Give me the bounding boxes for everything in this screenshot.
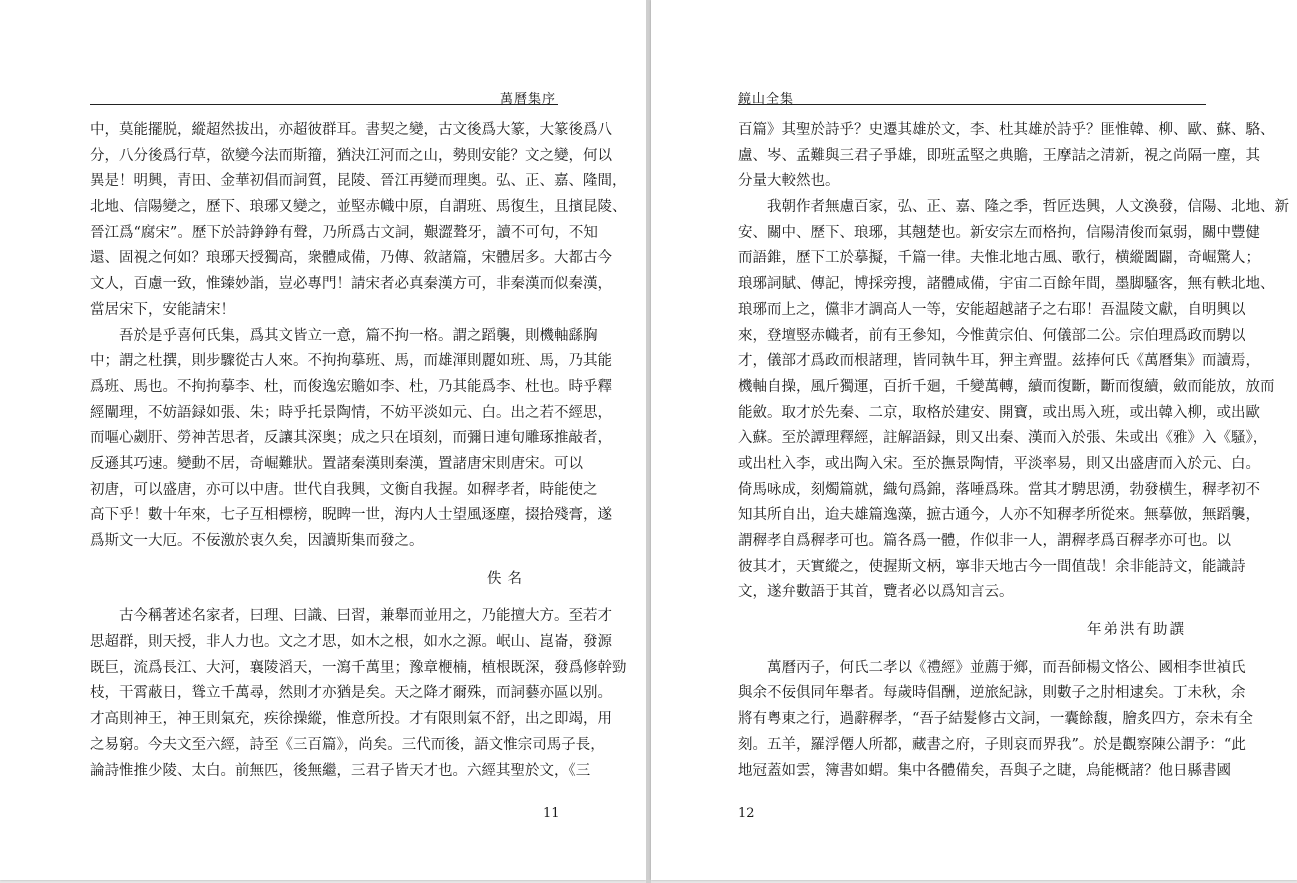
text-line: 爲斯文一大厄。不佞激於衷久矣，因讀斯集而發之。 xyxy=(90,533,424,549)
text-line: 既巨，流爲長江、大河，襄陵滔天，一瀉千萬里；豫章楩楠，植根既深，發爲修幹勁 xyxy=(90,659,627,676)
text-line: 入蘇。至於譚理釋經，註解語録，則又出秦、漢而入於張、朱或出《雅》入《騷》， xyxy=(738,430,1268,447)
page-body xyxy=(90,118,627,784)
right-page xyxy=(651,0,1297,880)
text-line: 中，莫能擺脱，縱超然拔出，亦超彼群耳。書契之變，古文後爲大篆，大篆後爲八 xyxy=(90,122,612,138)
page-number: 11 xyxy=(543,806,560,821)
paragraph xyxy=(738,195,1289,606)
text-line: 我朝作者無慮百家，弘、正、嘉、隆之季，哲匠迭興，人文渙發，信陽、北地、新 xyxy=(767,199,1289,216)
text-line: 彼其才，天實縱之，使握斯文柄，寧非天地古今一間值哉！余非能詩文，能識詩 xyxy=(738,558,1246,575)
author-attribution: 年弟洪有助譔 xyxy=(1087,622,1186,639)
text-line: 盧、岑、孟難與三君子爭雄，即班孟堅之典贍，王摩詰之清新，視之尚隔一塵，其 xyxy=(738,147,1260,164)
text-line: 之易窮。今夫文至六經，詩至《三百篇》，尚矣。三代而後，語文惟宗司馬子長， xyxy=(90,736,605,753)
text-line: 古今稱著述名家者，曰理、曰識、曰習，兼舉而並用之，乃能擅大方。至若才 xyxy=(119,608,612,625)
paragraph xyxy=(738,656,1253,784)
text-line: 文人，百慮一致，惟臻妙詣，豈必專門！請宋者必真秦漢方可，非秦漢而似秦漢， xyxy=(90,276,612,293)
text-line: 分，八分後爲行草，欲變今法而斯籀，猶決江河而之山，勢則安能？文之變，何以 xyxy=(90,147,612,164)
text-line: 將有粤東之行，過辭稺孝，“吾子結髮修古文詞，一囊餘馥，膾炙四方，奈未有全 xyxy=(738,711,1253,728)
text-line: 思超群，則天授，非人力也。文之才思，如木之根，如水之源。岷山、崑崙，發源 xyxy=(90,634,612,651)
text-line: 還、固視之何如？琅琊天授獨高，衆體咸備，乃傳、敘諸篇，宋體居多。大都古今 xyxy=(90,250,612,267)
header-rule xyxy=(738,104,1206,105)
text-line: 吾於是乎喜何氏集，爲其文皆立一意，篇不拘一格。謂之蹈襲，則機軸繇胸 xyxy=(119,327,598,344)
paragraph xyxy=(90,324,612,555)
author-attribution: 佚名 xyxy=(487,570,528,587)
text-line: 地冠蓋如雲，簿書如蝟。集中各體備矣，吾與子之睫，烏能概諸？他日縣書國 xyxy=(738,762,1231,779)
text-line: 經闡理，不妨語録如張、朱；時乎托景陶情，不妨平淡如元、白。出之若不經思， xyxy=(90,404,612,421)
text-line: 北地、信陽變之，歷下、琅琊又變之，並堅赤幟中原，自謂班、馬復生，且擯昆陵、 xyxy=(90,199,627,216)
text-line: 萬曆丙子，何氏二孝以《禮經》並薦于鄉，而吾師楊文恪公、國相李世禎氏 xyxy=(767,659,1246,676)
paragraph xyxy=(738,118,1275,195)
text-line: 高下乎！數十年來，七子互相標榜，睨睥一世，海内人士望風逐塵，掇拾殘膏，遂 xyxy=(90,507,612,524)
left-page xyxy=(0,0,646,880)
text-line: 才，儀部才爲政而根諸理，皆同執牛耳，狎主齊盟。兹捧何氏《萬曆集》而讀焉， xyxy=(738,353,1260,370)
text-line: 與余不佞俱同年舉者。每歲時倡酬，逆旅紀詠，則數子之肘相逮矣。丁未秋，余 xyxy=(738,685,1246,702)
text-line: 刻。五羊，羅浮僊人所都，藏書之府，子則哀而界我”。於是觀察陳公謂予：“此 xyxy=(738,736,1246,753)
text-line: 機軸自操，風斤獨運，百折千廻，千變萬轉，續而復斷，斷而復續，斂而能放，放而 xyxy=(738,378,1275,395)
running-head: 萬曆集序 xyxy=(499,92,556,107)
text-line: 反遜其巧速。變動不居，奇崛難狀。置諸秦漢則秦漢，置諸唐宋則唐宋。可以 xyxy=(90,455,583,472)
text-line: 倚馬咏成，刻燭篇就，織句爲錦，落唾爲珠。當其才騁思湧，勃發横生，稺孝初不 xyxy=(738,481,1260,498)
text-line: 琅琊而上之，儻非才調高人一等，安能超越諸子之右耶！吾温陵文獻，自明興以 xyxy=(738,301,1246,318)
text-line: 而嘔心劌肝、勞神苦思者，反讓其深奥；成之只在頃刻，而彌日連旬雕琢推敲者， xyxy=(90,430,612,447)
text-line: 當居宋下，安能請宋！ xyxy=(90,301,235,318)
text-line: 或出杜入李，或出陶入宋。至於撫景陶情，平淡率易，則又出盛唐而入於元、白。 xyxy=(738,455,1260,472)
text-line: 來，登壇竪赤幟者，前有王參知，今惟黄宗伯、何儀部二公。宗伯理爲政而騁以 xyxy=(738,327,1246,344)
text-line: 而語錐，歷下工於摹擬，千篇一律。夫惟北地古風、歌行，横縱闔闢，奇崛驚人； xyxy=(738,250,1260,267)
text-line: 論詩惟推少陵、太白。前無匹，後無繼，三君子皆天才也。六經其聖於文，《三 xyxy=(90,762,591,779)
text-line: 安、關中、歷下、琅琊，其翹楚也。新安宗左而格拘，信陽清俊而氣弱，關中豐健 xyxy=(738,224,1260,241)
text-line: 枝，干霄蔽日，聳立千萬尋，然則才亦猶是矣。天之降才爾殊，而詞藝亦區以别。 xyxy=(90,685,612,702)
text-line: 百篇》其聖於詩乎？史遷其雄於文，李、杜其雄於詩乎？匪惟韓、柳、歐、蘇、駱、 xyxy=(738,122,1275,138)
text-line: 晉江爲“腐宋”。歷下於詩錚錚有聲，乃所爲古文詞，艱澀聱牙，讀不可句，不知 xyxy=(90,224,598,241)
text-line: 異是！明興，青田、金華初倡而詞質，昆陵、晉江再變而理奥。弘、正、嘉、隆間， xyxy=(90,173,627,190)
page-body xyxy=(738,118,1289,784)
running-head: 鏡山全集 xyxy=(738,92,795,107)
text-line: 初唐，可以盛唐，亦可以中唐。世代自我興，文衡自我握。如稺孝者，時能使之 xyxy=(90,481,598,498)
text-line: 能斂。取才於先秦、二京，取格於建安、開寶，或出馬入班，或出韓入柳，或出歐 xyxy=(738,404,1260,421)
text-line: 文，遂弁數語于其首，覽者必以爲知言云。 xyxy=(738,584,1014,601)
text-line: 中；謂之杜撰，則步驟從古人來。不拘拘摹班、馬，而雄渾則麗如班、馬，乃其能 xyxy=(90,353,612,370)
text-line: 分量大較然也。 xyxy=(738,173,840,190)
header-rule xyxy=(90,104,558,105)
text-line: 爲班、馬也。不拘拘摹李、杜，而俊逸宏贍如李、杜，乃其能爲李、杜也。時乎釋 xyxy=(90,378,612,395)
page-number: 12 xyxy=(738,806,755,821)
text-line: 琅琊詞賦、傳記，博採旁搜，諸體咸備，宇宙二百餘年間，墨脚騷客，無有軼北地、 xyxy=(738,276,1275,293)
paragraph xyxy=(90,604,627,784)
text-line: 謂稺孝自爲稺孝可也。篇各爲一體，作似非一人，謂稺孝爲百稺孝亦可也。以 xyxy=(738,533,1231,549)
paragraph xyxy=(90,118,627,324)
text-line: 才高則神王，神王則氣充，疾徐操縱，惟意所投。才有限則氣不舒，出之即竭，用 xyxy=(90,711,612,728)
text-line: 知其所自出，迨夫雄篇逸藻，摭古通今，人亦不知稺孝所從來。無摹倣，無蹈襲， xyxy=(738,507,1260,524)
